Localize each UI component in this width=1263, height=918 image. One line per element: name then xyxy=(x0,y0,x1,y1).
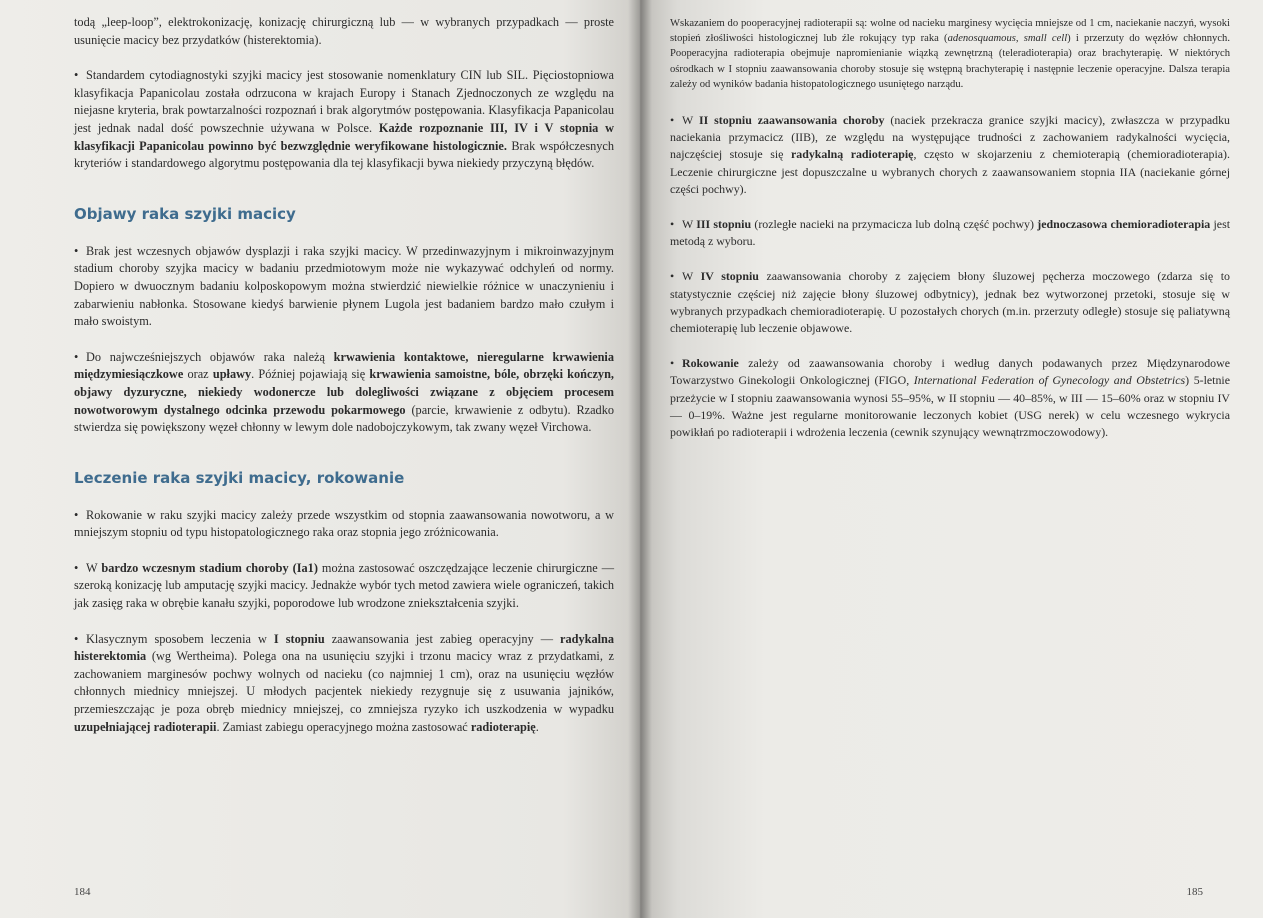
paragraph-bullet: • Do najwcześniejszych objawów raka należą krwawienia kontaktowe, nieregularne krwawienia międzymiesiączkowe oraz upławy. Później pojawiają się krwawienia samoistne, bóle, obrzęki kończyn, objawy dyzuryczne, niekiedy wodonercze lub dolegliwości związane z objęciem procesem nowotworowym dystalnego odcinka przewodu pokarmowego (parcie, krwawienie z odbytu). Rzadko stwierdza się powiększony węzeł chłonny w lewym dole nadobojczykowym, tak zwany węzeł Virchowa. xyxy=(74,349,615,435)
bullet-icon: • xyxy=(74,243,79,258)
paragraph-bullet: • W II stopniu zaawansowania choroby (naciek przekracza granice szyjki macicy), zwłaszcza w przypadku naciekania przymacicz (IIB), ze względu na występujące trudności z zachowaniem radykalności wycięcia, najczęściej stosuje się radykalną radioterapię, często w skojarzeniu z chemioterapią (chemioradioterapia). Leczenie chirurgiczne jest dopuszczalne u wybranych chorych z zaawansowaniem stopnia IIA (naciekanie górnej części pochwy). xyxy=(670,113,1231,196)
paragraph-bullet: • Rokowanie w raku szyjki macicy zależy przede wszystkim od stopnia zaawansowania nowotworu, a w mniejszym stopniu od typu histopatologicznego raka oraz stopnia jego zróżnicowania. xyxy=(74,507,614,540)
paragraph: todą „leep-loop”, elektrokonizację, konizację chirurgiczną lub — w wybranych przypadkach — proste usunięcie macicy bez przydatków (histerektomia). xyxy=(74,15,614,47)
bullet-icon: • xyxy=(670,217,675,232)
right-page xyxy=(640,0,1263,918)
paragraph-bullet: • W IV stopniu zaawansowania choroby z zajęciem błony śluzowej pęcherza moczowego (zdarza się to statystycznie częściej niż zajęcie błony śluzowej odbytnicy), jednak bez wytworzonej przetoki, stosuje się w wybranych przypadkach chemioradioterapię. U pozostałych chorych (m.in. przerzuty odległe) stosuje się paliatywną chemioterapię lub leczenie objawowe. xyxy=(670,269,1230,336)
page-number: 185 xyxy=(1186,886,1203,898)
section-heading: Leczenie raka szyjki macicy, rokowanie xyxy=(74,468,405,487)
page-number: 184 xyxy=(74,886,91,898)
right-page-text xyxy=(670,16,1230,459)
paragraph-bullet: • Standardem cytodiagnostyki szyjki macicy jest stosowanie nomenklatury CIN lub SIL. Pięciostopniowa klasyfikacja Papanicolau została odrzucona w krajach Europy i Stanach Zjednoczonych ze względu na niejasne kryteria, brak powtarzalności rozpoznań i brak algorytmów postępowania. Klasyfikacja Papanicolau jest jednak nadal dość powszechnie używana w Polsce. Każde rozpoznanie III, IV i V stopnia w klasyfikacji Papanicolau powinno być bezwzględnie weryfikowane histologicznie. Brak współczesnych kryteriów i standardowego algorytmu postępowania dla tej klasyfikacji bywa niekiedy przyczyną błędów. xyxy=(74,68,615,171)
paragraph-bullet: • W bardzo wczesnym stadium choroby (Ia1) można zastosować oszczędzające leczenie chirurgiczne — szeroką konizację lub amputację szyjki macicy. Jednakże wybór tych metod zawiera wiele ograniczeń, takich jak zasięg raka w obrębie kanału szyjki, poporodowe lub wrodzone zniekształcenia szyjki. xyxy=(74,560,614,611)
left-page-text xyxy=(74,14,614,754)
bullet-icon: • xyxy=(74,507,79,522)
book-gutter xyxy=(628,0,652,918)
bullet-icon: • xyxy=(74,631,79,646)
bullet-icon: • xyxy=(74,560,79,575)
bullet-icon: • xyxy=(74,349,79,364)
paragraph-bullet: • Rokowanie zależy od zaawansowania choroby i według danych podawanych przez Międzynarodowe Towarzystwo Ginekologii Onkologicznej (FIGO, International Federation of Gynecology and Obstetrics) 5-letnie przeżycie w I stopniu zaawansowania wynosi 55–95%, w II stopniu — 40–85%, w III — 15–60% oraz w stopniu IV — 0–19%. Ważne jest regularne monitorowanie leczonych kobiet (USG nerek) w celu wczesnego wykrycia powikłań po radioterapii i wdrożenia leczenia (cewnik szynujący wewnątrzmoczowodowy). xyxy=(670,356,1231,440)
bullet-icon: • xyxy=(670,356,675,371)
paragraph-bullet: • W III stopniu (rozległe nacieki na przymacicza lub dolną część pochwy) jednoczasowa chemioradioterapia jest metodą z wyboru. xyxy=(670,217,1231,249)
bullet-icon: • xyxy=(670,269,675,284)
bullet-icon: • xyxy=(74,68,79,83)
paragraph-bullet: • Klasycznym sposobem leczenia w I stopniu zaawansowania jest zabieg operacyjny — radykalna histerektomia (wg Wertheima). Polega ona na usunięciu szyjki i trzonu macicy wraz z przydatkami, z zachowaniem marginesów pochwy wolnych od nacieku (co najmniej 1 cm), oraz na usunięciu węzłów chłonnych miednicy mniejszej. U młodych pacjentek niekiedy rezygnuje się z usuwania jajników, przemieszczając je poza obręb miednicy mniejszej, co zmniejsza ryzyko ich uszkodzenia w wypadku uzupełniającej radioterapii. Zamiast zabiegu operacyjnego można zastosować radioterapię. xyxy=(74,631,615,734)
section-heading: Objawy raka szyjki macicy xyxy=(74,204,296,223)
paragraph: Wskazaniem do pooperacyjnej radioterapii są: wolne od nacieku marginesy wycięcia mniejsze od 1 cm, naciekanie naczyń, wysoki stopień złośliwości histologicznej lub źle rokujący typ raka (adenosquamous, small cell) i przerzuty do węzłów chłonnych. Pooperacyjna radioterapia obejmuje napromienianie wiązką zewnętrzną (teleradioterapia) oraz brachyterapię. W niektórych ośrodkach w I stopniu zaawansowania choroby stosuje się wstępną brachyterapię i następnie leczenie operacyjne. Dalsza terapia zależy od wyników badania histopatologicznego usuniętego narządu. xyxy=(670,18,1230,90)
bullet-icon: • xyxy=(670,113,675,128)
paragraph-bullet: • Brak jest wczesnych objawów dysplazji i raka szyjki macicy. W przedinwazyjnym i mikroinwazyjnym stadium choroby szyjka macicy w badaniu przedmiotowym może nie wykazywać odchyleń od normy. Dopiero w dwuocznym badaniu kolposkopowym można stwierdzić niewielkie różnice w unaczynieniu i zabarwieniu nabłonka. Stosowane kiedyś barwienie płynem Lugola jest badaniem bardzo mało czułym i mało swoistym. xyxy=(74,243,614,329)
